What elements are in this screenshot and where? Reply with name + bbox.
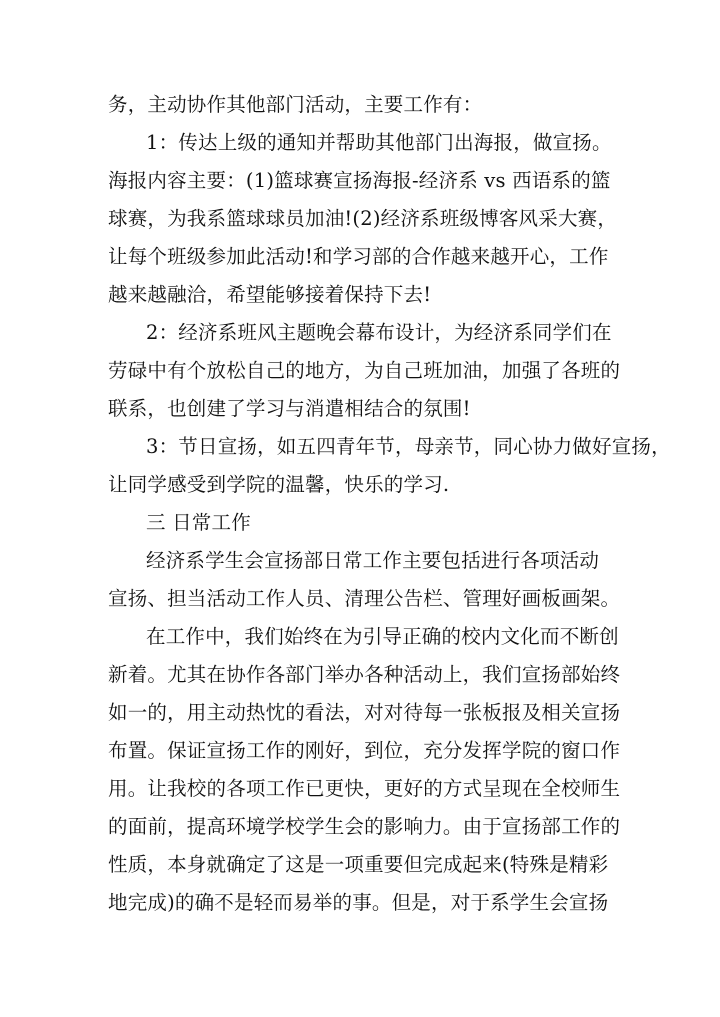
text-line-13: 经济系学生会宣扬部日常工作主要包括进行各项活动 (146, 549, 600, 572)
text-line-5: 让每个班级参加此活动!和学习部的合作越来越开心，工作 (108, 245, 609, 268)
text-line-11: 让同学感受到学院的温馨，快乐的学习. (108, 473, 450, 496)
text-line-22: 地完成)的确不是轻而易举的事。但是，对于系学生会宣扬 (108, 891, 609, 914)
text-line-6: 越来越融洽，希望能够接着保持下去! (108, 283, 432, 306)
section-heading: 三 日常工作 (146, 511, 251, 534)
text-line-2: 1：传达上级的通知并帮助其他部门出海报，做宣扬。 (146, 131, 612, 154)
text-line-1: 务，主动协作其他部门活动，主要工作有： (108, 93, 483, 116)
text-line-20: 的面前，提高环境学校学生会的影响力。由于宣扬部工作的 (108, 815, 621, 838)
text-line-18: 布置。保证宣扬工作的刚好，到位，充分发挥学院的窗口作 (108, 739, 621, 762)
text-line-9: 联系，也创建了学习与消遣相结合的氛围! (108, 397, 471, 420)
text-line-15: 在工作中，我们始终在为引导正确的校内文化而不断创 (146, 625, 619, 648)
text-line-14: 宣扬、担当活动工作人员、清理公告栏、管理好画板画架。 (108, 587, 621, 610)
text-line-4: 球赛，为我系篮球球员加油!(2)经济系班级博客风采大赛， (108, 207, 618, 230)
text-line-17: 如一的，用主动热忱的看法，对对待每一张板报及相关宣扬 (108, 701, 621, 724)
text-line-10: 3：节日宣扬，如五四青年节，母亲节，同心协力做好宣扬， (146, 435, 671, 458)
text-line-8: 劳碌中有个放松自己的地方，为自己班加油，加强了各班的 (108, 359, 621, 382)
text-line-19: 用。让我校的各项工作已更快，更好的方式呈现在全校师生 (108, 777, 621, 800)
text-line-16: 新着。尤其在协作各部门举办各种活动上，我们宣扬部始终 (108, 663, 621, 686)
text-line-7: 2：经济系班风主题晚会幕布设计，为经济系同学们在 (146, 321, 612, 344)
text-line-3: 海报内容主要：(1)篮球赛宣扬海报-经济系 vs 西语系的篮 (108, 169, 611, 192)
text-line-21: 性质，本身就确定了这是一项重要但完成起来(特殊是精彩 (108, 853, 609, 876)
